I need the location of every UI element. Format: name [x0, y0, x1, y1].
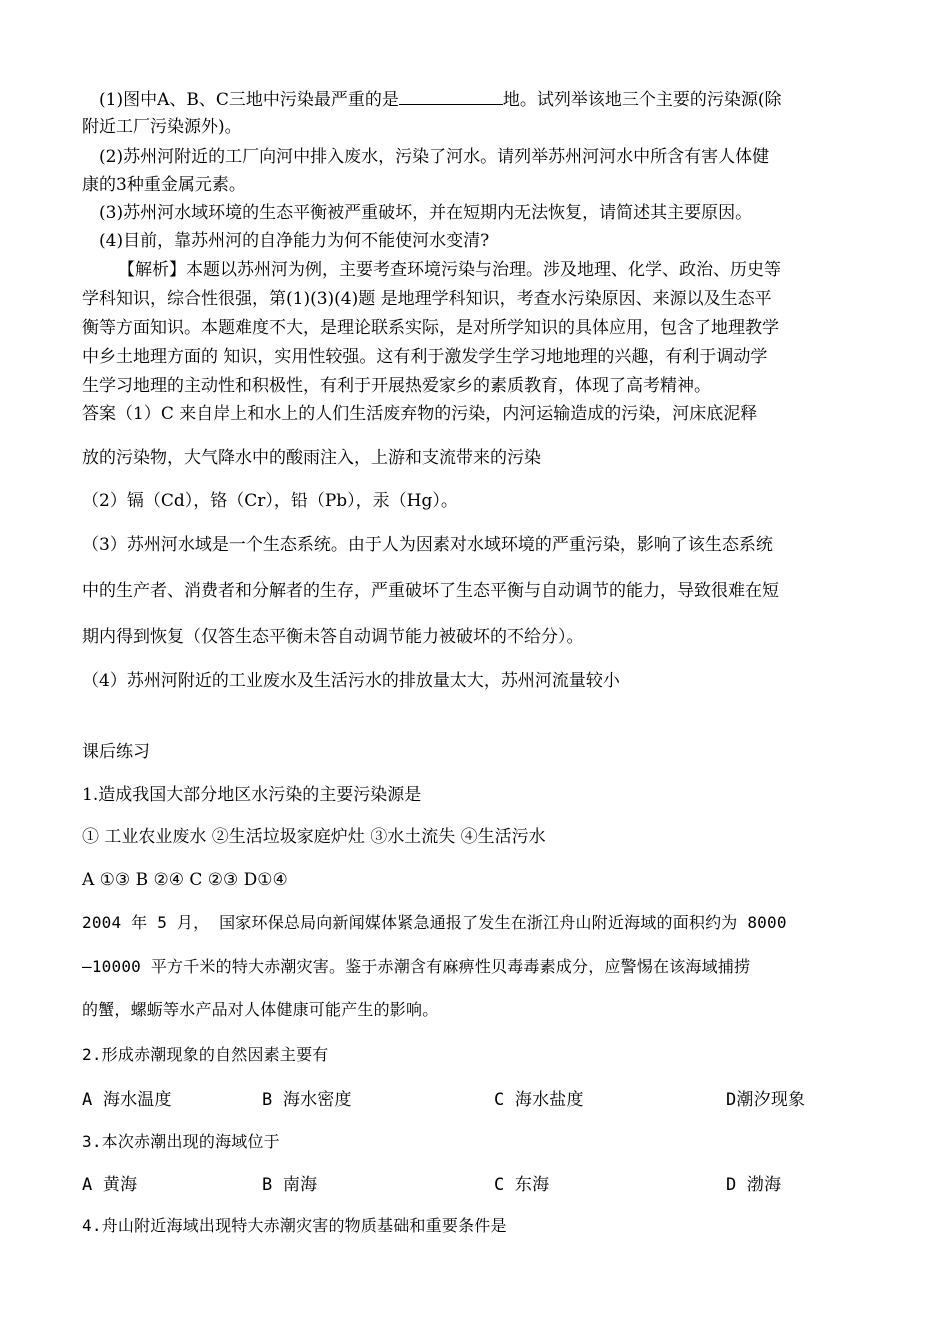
practice-3-option-c: C 东海	[494, 1175, 550, 1195]
practice-3-option-d: D 渤海	[726, 1175, 782, 1195]
question-2-line-1: (2)苏州河附近的工厂向河中排入废水，污染了河水。请列举苏州河河水中所含有害人体健	[99, 147, 770, 167]
practice-2-option-d: D潮汐现象	[726, 1090, 806, 1110]
question-3-line: (3)苏州河水域环境的生态平衡被严重破坏，并在短期内无法恢复，请简述其主要原因。	[99, 203, 753, 223]
analysis-line-1: 【解析】本题以苏州河为例，主要考查环境污染与治理。涉及地理、化学、政治、历史等	[118, 260, 781, 280]
answer-line-2: 放的污染物，大气降水中的酸雨注入，上游和支流带来的污染	[82, 448, 541, 468]
practice-2-option-c: C 海水盐度	[494, 1090, 584, 1110]
practice-2-option-b: B 海水密度	[262, 1090, 352, 1110]
question-1-line-1	[99, 88, 782, 110]
answer-line-4: （3）苏州河水域是一个生态系统。由于人为因素对水域环境的严重污染，影响了该生态系统	[82, 535, 773, 555]
question-2-line-2: 康的3种重金属元素。	[82, 175, 246, 195]
practice-1-choices: A ①③ B ②④ C ②③ D①④	[82, 870, 288, 890]
answer-line-5: 中的生产者、消费者和分解者的生存，严重破坏了生态平衡与自动调节的能力，导致很难在短	[82, 581, 779, 601]
practice-1-items: ① 工业农业废水 ②生活垃圾家庭炉灶 ③水土流失 ④生活污水	[82, 827, 546, 847]
practice-title: 课后练习	[82, 742, 150, 762]
practice-3-option-a: A 黄海	[82, 1175, 138, 1195]
analysis-line-3: 衡等方面知识。本题难度不大，是理论联系实际，是对所学知识的具体应用，包含了地理教学	[82, 318, 779, 338]
passage-line-3: 的蟹，螺蛎等水产品对人体健康可能产生的影响。	[82, 1000, 439, 1019]
answer-line-6: 期内得到恢复（仅答生态平衡未答自动调节能力被破坏的不给分）。	[82, 627, 584, 647]
practice-3-question: 3.本次赤潮出现的海域位于	[82, 1132, 280, 1151]
question-4-line: (4)目前，靠苏州河的自净能力为何不能使河水变清?	[99, 231, 490, 251]
practice-3-option-b: B 南海	[262, 1175, 318, 1195]
practice-1-question: 1.造成我国大部分地区水污染的主要污染源是	[82, 785, 422, 805]
practice-4-question: 4.舟山附近海域出现特大赤潮灾害的物质基础和重要条件是	[82, 1216, 507, 1235]
analysis-line-4: 中乡土地理方面的 知识，实用性较强。这有利于激发学生学习地地理的兴趣，有利于调动学	[82, 347, 768, 367]
question-1-text-post: 地。试列举该地三个主要的污染源(除	[502, 90, 782, 110]
answer-line-1: 答案（1）C 来自岸上和水上的人们生活废弃物的污染，内河运输造成的污染，河床底泥释	[82, 404, 758, 424]
answer-line-7: （4）苏州河附近的工业废水及生活污水的排放量太大，苏州河流量较小	[82, 671, 620, 691]
question-1-line-2: 附近工厂污染源外)。	[82, 117, 242, 137]
passage-line-1: 2004 年 5 月， 国家环保总局向新闻媒体紧急通报了发生在浙江舟山附近海域的面积约为 8000	[82, 913, 787, 932]
analysis-line-5: 生学习地理的主动性和积极性，有利于开展热爱家乡的素质教育，体现了高考精神。	[82, 376, 711, 396]
answer-blank	[399, 88, 503, 105]
answer-line-3: （2）镉（Cd），铬（Cr），铅（Pb），汞（Hg）。	[82, 491, 458, 511]
analysis-line-2: 学科知识，综合性很强，第(1)(3)(4)题 是地理学科知识，考查水污染原因、来源以及生态平	[82, 289, 772, 309]
question-1-text-pre: (1)图中A、B、C三地中污染最严重的是	[99, 90, 399, 110]
practice-2-question: 2.形成赤潮现象的自然因素主要有	[82, 1045, 329, 1064]
practice-2-option-a: A 海水温度	[82, 1090, 172, 1110]
passage-line-2: —10000 平方千米的特大赤潮灾害。鉴于赤潮含有麻痹性贝毒毒素成分，应警惕在该海域捕捞	[82, 957, 751, 976]
